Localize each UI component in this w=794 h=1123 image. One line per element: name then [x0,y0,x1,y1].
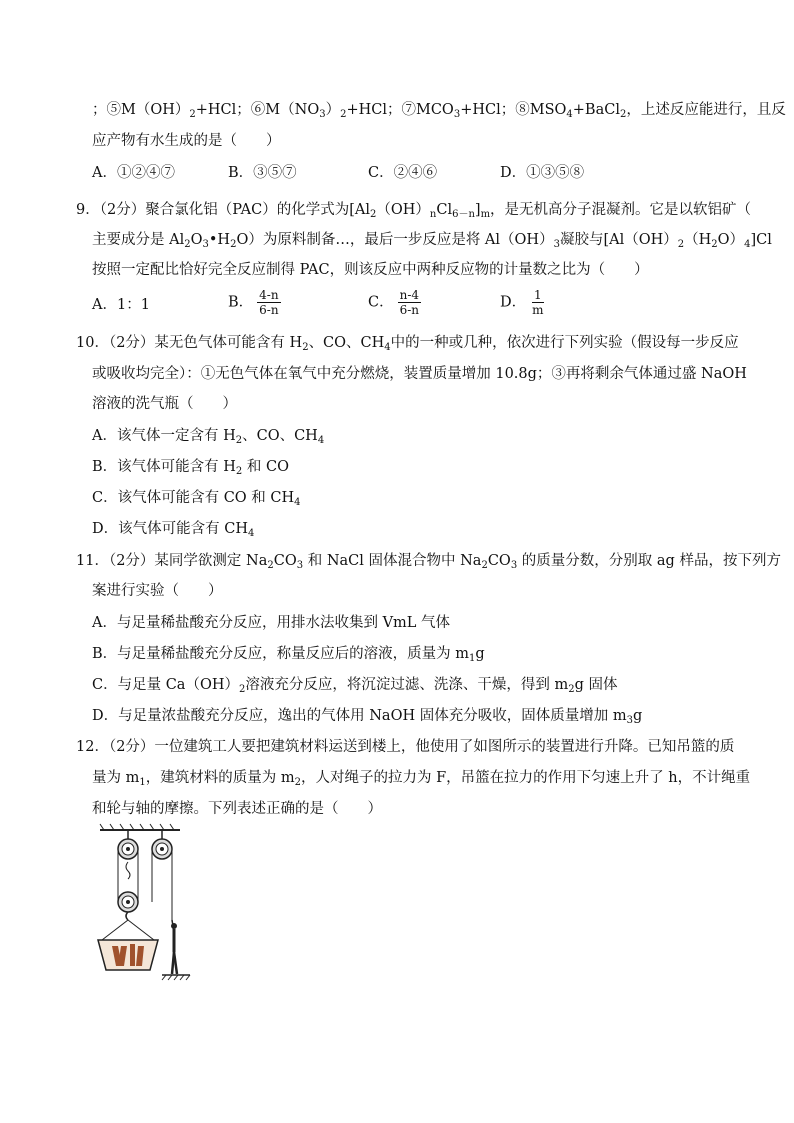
q9-options [92,288,732,322]
q9-option-c[interactable] [368,288,421,317]
q8-line-1: ；$⑤M(OH)_2+HCl$；$⑥M(NO_3)_2+HCl$；$⑦MCO_3+HCl$；$⑧MSO_4+BaCl_2$，上述反应能进行，且反 [92,102,786,120]
ground [162,975,190,980]
fraction-numerator: 1 [534,288,542,302]
q9-option-d[interactable] [500,288,546,317]
fraction-denominator: 6-n [259,303,279,317]
q9-option-b[interactable] [228,288,281,317]
q9-line-1: 9．（2分）聚合氯化铝（PAC）的化学式为$[Al_2(OH)_nCl_{6-n}]_m$，是无机高分子混凝剂。它是以软铝矿（ [76,202,752,220]
q10-line-1: 10．（2分）某无色气体可能含有 $H_2$、CO、$CH_4$中的一种或几种，依次进行下列实验（假设每一步反应 [76,335,739,353]
ceiling [100,824,180,830]
basket [98,920,158,970]
q12-line-2: 量为 $m_1$，建筑材料的质量为 $m_2$，人对绳子的拉力为 F，吊篮在拉力的作用下匀速上升了 h，不计绳重 [92,770,751,788]
q11-line-2: 案进行实验（ ） [92,583,223,599]
fixed-pulley-right [152,830,172,859]
q11-line-1: 11．（2分）某同学欲测定 $Na_2CO_3$ 和 NaCl 固体混合物中 $Na_2CO_3$ 的质量分数，分别取 ag 样品，按下列方 [76,553,781,571]
q8-option-d[interactable]: D．①③⑤⑧ [500,165,585,181]
q9-option-c-label: C． [368,294,394,311]
worker [171,894,177,974]
q8-line-2: 应产物有水生成的是（ ） [92,133,281,149]
q11-option-b[interactable]: B．与足量稀盐酸充分反应，称量反应后的溶液，质量为 $m_1g$ [92,646,485,664]
q9-option-b-fraction [257,288,280,317]
fraction-numerator: 4-n [259,288,279,302]
q12-line-3: 和轮与轴的摩擦。下列表述正确的是（ ） [92,801,382,817]
movable-pulley [118,892,138,920]
q8-options [92,163,732,183]
q10-option-b[interactable]: B．该气体可能含有 $H_2$ 和 CO [92,459,289,477]
fraction-denominator: 6-n [399,303,420,317]
q8-option-b[interactable]: B．③⑤⑦ [228,165,297,181]
pulley-diagram [94,822,204,982]
q10-option-d[interactable]: D．该气体可能含有 $CH_4$ [92,521,255,539]
q9-line-3: 按照一定配比恰好完全反应制得 PAC，则该反应中两种反应物的计量数之比为（ ） [92,262,649,278]
q10-option-c[interactable]: C．该气体可能含有 CO 和 $CH_4$ [92,490,301,508]
q10-option-a[interactable]: A．该气体一定含有 $H_2$、CO、$CH_4$ [92,428,325,446]
q11-option-d[interactable]: D．与足量浓盐酸充分反应，逸出的气体用 NaOH 固体充分吸收，固体质量增加 $m_3g$ [92,708,643,726]
q9-option-d-label: D． [500,294,527,311]
q9-line-2: 主要成分是 $Al_2O_3•H_2O$）为原料制备…，最后一步反应是将 $Al(OH)_3$凝胶与$[Al(OH)_2(H_2O)_4]Cl$ [92,232,772,250]
q11-option-c[interactable]: C．与足量 $Ca(OH)_2$溶液充分反应，将沉淀过滤、洗涤、干燥，得到 $m_2g$ 固体 [92,677,618,695]
q9-option-d-fraction [530,288,545,317]
q10-line-2: 或吸收均完全）：①无色气体在氧气中充分燃烧，装置质量增加 10.8g；③再将剩余气体通过盛 NaOH [92,366,747,382]
fraction-denominator: m [532,303,544,317]
q12-line-1: 12．（2分）一位建筑工人要把建筑材料运送到楼上，他使用了如图所示的装置进行升降。已知吊篮的质 [76,739,735,755]
q9-option-b-label: B． [228,294,254,311]
fraction-numerator: n-4 [399,288,420,302]
q8-option-a[interactable]: A．①②④⑦ [92,165,175,181]
q11-option-a[interactable]: A．与足量稀盐酸充分反应，用排水法收集到 VmL 气体 [92,615,451,631]
q10-line-3: 溶液的洗气瓶（ ） [92,396,237,412]
q8-option-c[interactable]: C．②④⑥ [368,165,438,181]
fixed-pulley-left [118,830,138,859]
q9-option-a[interactable]: A．1：1 [92,297,150,313]
q9-option-c-fraction [398,288,421,317]
